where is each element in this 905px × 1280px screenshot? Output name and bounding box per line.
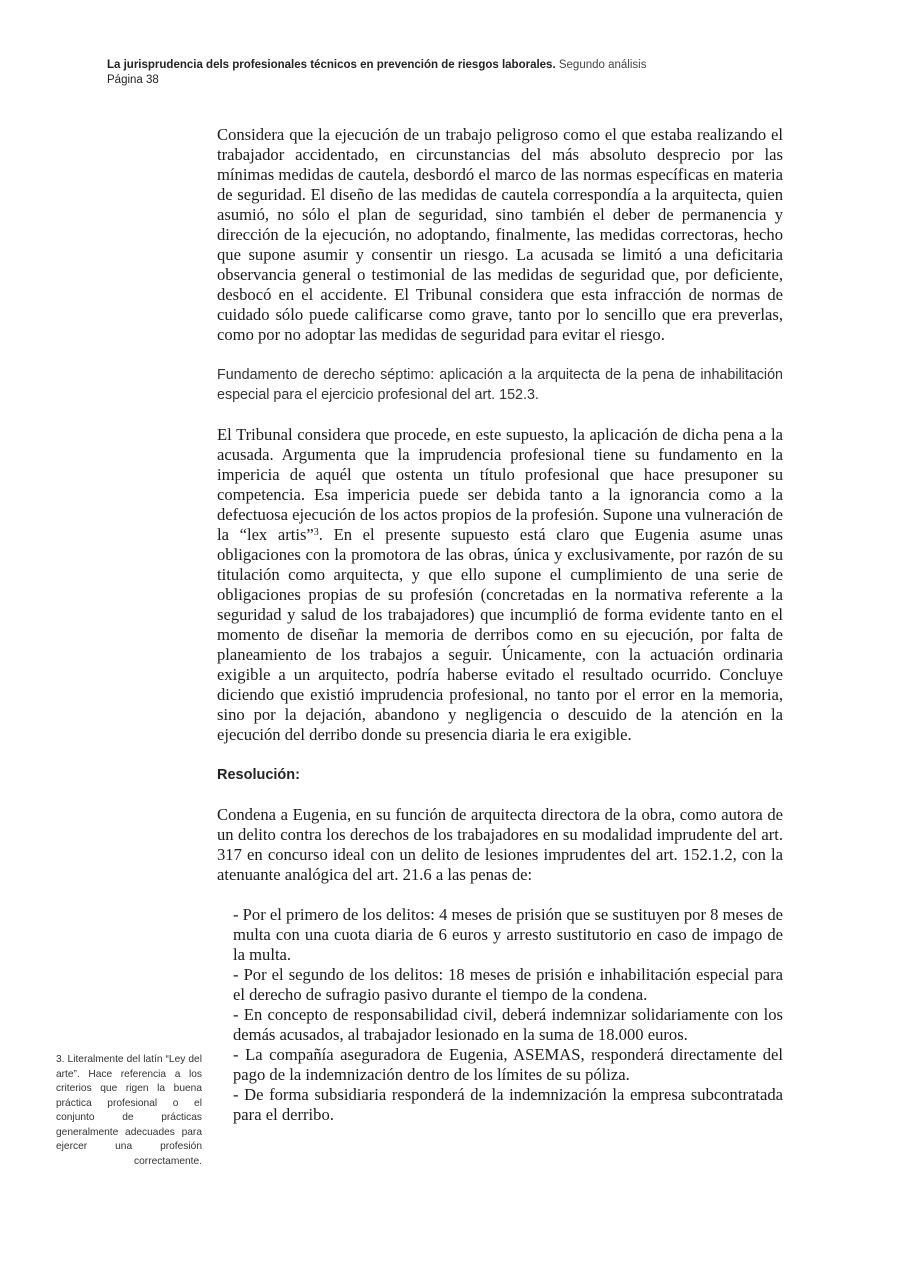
running-header: [107, 58, 807, 88]
footnote-reference[interactable]: 3: [313, 527, 319, 538]
header-title-bold: La jurisprudencia dels profesionales técnicos en prevención de riesgos laborales.: [107, 59, 556, 71]
fundamento-heading: Fundamento de derecho séptimo: aplicación a la arquitecta de la pena de inhabilitación especial para el ejercicio profesional del art. 152.3.: [217, 367, 783, 403]
paragraph-tribunal-part1: El Tribunal considera que procede, en este supuesto, la aplicación de dicha pena a la acusada. Argumenta que la imprudencia profesional tiene su fundamento en la impericia de aquél que ostenta un título profesional que hace presuponer su competencia. Esa impericia puede ser debida tanto a la ignorancia como a la defectuosa ejecución de los actos propios de la profesión. Supone una vulneración de la “lex artis”: [217, 425, 783, 544]
paragraph-considera: Considera que la ejecución de un trabajo peligroso como el que estaba realizando el trabajador accidentado, en circunstancias del más absoluto desprecio por las mínimas medidas de cautela, desbordó el marco de las normas específicas en materia de seguridad. El diseño de las medidas de cautela correspondía a la arquitecta, quien asumió, no sólo el plan de seguridad, sino también el deber de permanencia y dirección de la ejecución, no adoptando, finalmente, las medidas correctoras, hecho que supone asumir y consentir un riesgo. La acusada se limitó a una deficitaria observancia general o testimonial de las medidas de seguridad que, por deficiente, desbocó en el accidente. El Tribunal considera que esta infracción de normas de cuidado sólo puede calificarse como grave, tanto por lo sencillo que era preverlas, como por no adoptar las medidas de seguridad para evitar el riesgo.: [217, 125, 783, 344]
header-title: [107, 58, 807, 73]
list-item: - Por el segundo de los delitos: 18 meses de prisión e inhabilitación especial para el derecho de sufragio pasivo durante el tiempo de la condena.: [233, 965, 783, 1004]
paragraph-tribunal-part2: . En el presente supuesto está claro que Eugenia asume unas obligaciones con la promotora de las obras, única y exclusivamente, por razón de su titulación como arquitecta, y que ello supone el cumplimiento de una serie de obligaciones propias de su profesión (concretadas en la normativa referente a la seguridad y salud de los trabajadores) que incumplió de forma evidente tanto en el momento de diseñar la memoria de derribos como en su ejecución, por falta de planeamiento de los trabajos a seguir. Únicamente, con la actuación ordinaria exigible a un arquitecto, podría haberse evitado el resultado ocurrido. Concluye diciendo que existió imprudencia profesional, no tanto por el error en la memoria, sino por la dejación, abandono y negligencia o descuido de la atención en la ejecución del derribo donde su presencia diaria le era exigible.: [217, 525, 783, 744]
list-item: - En concepto de responsabilidad civil, deberá indemnizar solidariamente con los demás acusados, al trabajador lesionado en la suma de 18.000 euros.: [233, 1005, 783, 1044]
paragraph-condena: Condena a Eugenia, en su función de arquitecta directora de la obra, como autora de un delito contra los derechos de los trabajadores en su modalidad imprudente del art. 317 en concurso ideal con un delito de lesiones imprudentes del art. 152.1.2, con la atenuante analógica del art. 21.6 a las penas de:: [217, 805, 783, 884]
penalties-list: [217, 905, 783, 1125]
list-item: - La compañía aseguradora de Eugenia, ASEMAS, responderá directamente del pago de la indemnización dentro de los límites de su póliza.: [233, 1045, 783, 1084]
main-text-column: [217, 125, 783, 1125]
footnote-3: 3. Literalmente del latín “Ley del arte”. Hace referencia a los criterios que rigen la buena práctica profesional o el conjunto de prácticas generalmente adecuades para ejercer una profesión correctamente.: [56, 1054, 202, 1167]
list-item: - De forma subsidiaria responderá de la indemnización la empresa subcontratada para el derribo.: [233, 1085, 783, 1124]
paragraph-tribunal: [217, 425, 783, 745]
page-number: Página 38: [107, 74, 159, 86]
header-title-subtitle: Segundo análisis: [555, 59, 647, 71]
list-item: - Por el primero de los delitos: 4 meses de prisión que se sustituyen por 8 meses de multa con una cuota diaria de 6 euros y arresto sustitutorio en caso de impago de la multa.: [233, 905, 783, 964]
resolution-heading: Resolución:: [217, 767, 300, 783]
